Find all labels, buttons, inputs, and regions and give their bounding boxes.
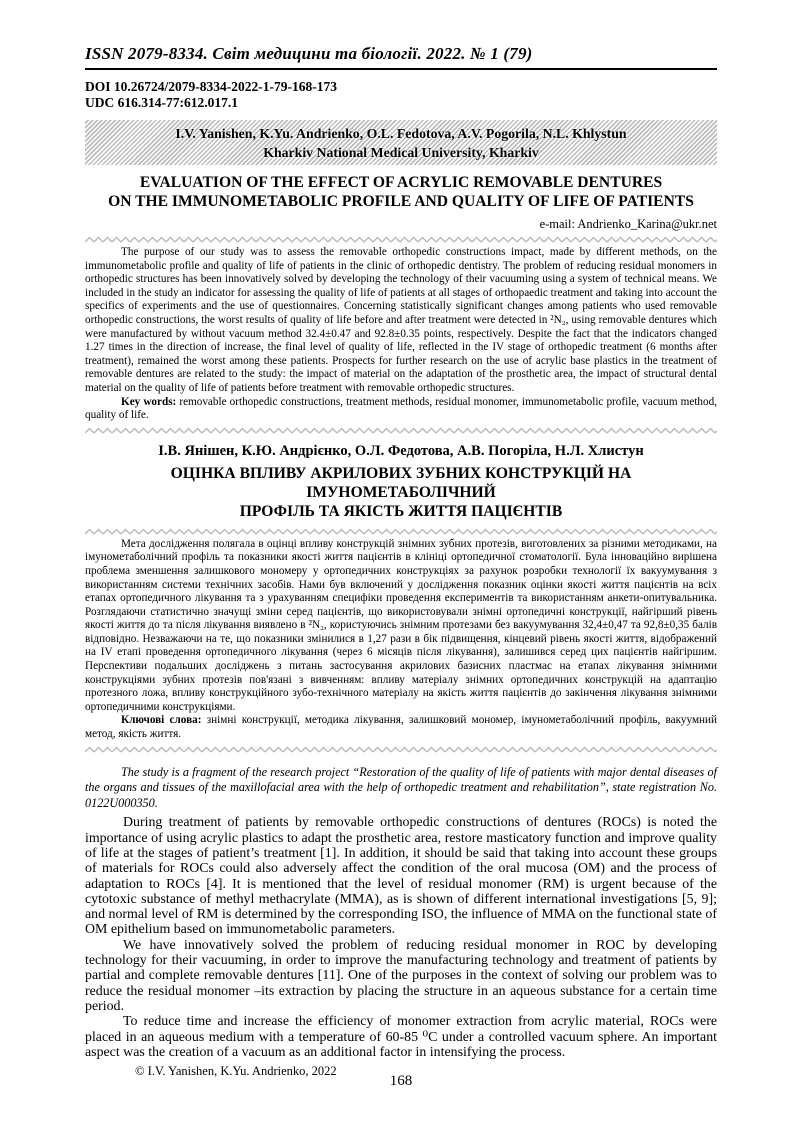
zigzag-divider xyxy=(85,427,717,435)
authors-uk: І.В. Янішен, К.Ю. Андрієнко, О.Л. Федотова, А.В. Погоріла, Н.Л. Хлистун xyxy=(158,442,644,459)
keywords-uk-text: знімні конструкції, методика лікування, залишковий мономер, імунометаболічний профіль, вакуумний метод, якість життя. xyxy=(85,714,717,741)
abstract-en-text: The purpose of our study was to assess the removable orthopedic constructions impact, made by different methods, on the immunometabolic profile and quality of life of patients in the clinic of orthopedic dentistry. The problem of reducing residual monomers in orthopedic structures has been innovatively solved by developing the technology of their vacuuming using a system of technical means. We included in the study an indicator for assessing the quality of life of patients at all stages of orthopaedic treatment and taking into account the specifics of experiments and the use of questionnaires. Concerning statistically significant changes among patients who used removable orthopedic constructions, the worst results of quality of life before and after treatment were detected in ²N₂, using removable dentures which were manufactured by without vacuum method 32.4±0.47 and 92.8±0.35 points, respectively. Despite the fact that the indicators changed 1.27 times in the direction of increase, the final level of quality of life, reflected in the IV stage of orthopedic treatment (6 months after treatment), remained the worst among these patients. Prospects for further research on the use of acrylic base plastics in the treatment of removable dentures are related to the study: the impact of material on the adaptation of the prosthetic area, the impact of structural dental material on the quality of life of patients before treatment with removable orthopedic structures. xyxy=(85,246,717,394)
abstract-en-block xyxy=(85,246,717,423)
article-title-uk xyxy=(85,464,717,521)
udc-text: UDC 616.314-77:612.017.1 xyxy=(85,95,238,110)
body-paragraph: During treatment of patients by removable orthopedic constructions of dentures (ROCs) is noted the importance of using acrylic plastics to adapt the prosthetic area, restore masticatory function and improve quality of life at the stages of patient’s treatment [1]. In addition, it should be said that taking into account these groups of materials for ROCs could also adversely affect the condition of the oral mucosa (OM) and the process of adaptation to ROCs [4]. It is mentioned that the level of residual monomer (RM) is urgent because of the cytotoxic substance of methyl methacrylate (MMA), as is shown of different international investigations [5, 9]; and normal level of RM is determined by the corresponding ISO, the influence of MMA on the functional state of OM epithelium based on immunometabolic parameters. xyxy=(85,815,717,938)
journal-header-issn: ISSN 2079-8334. Світ медицини та біології. 2022. № 1 (79) xyxy=(85,44,717,70)
zigzag-divider xyxy=(85,528,717,536)
keywords-uk xyxy=(85,714,717,741)
zigzag-divider xyxy=(85,746,717,754)
keywords-uk-label: Ключові слова: xyxy=(121,714,202,727)
page-footer xyxy=(85,1064,717,1098)
keywords-en-label: Key words: xyxy=(121,395,177,408)
article-title-uk-line2: ПРОФІЛЬ ТА ЯКІСТЬ ЖИТТЯ ПАЦІЄНТІВ xyxy=(239,502,563,520)
doi-text: DOI 10.26724/2079-8334-2022-1-79-168-173 xyxy=(85,79,337,94)
body-paragraph: To reduce time and increase the efficiency of monomer extraction from acrylic material, ROCs were placed in an aqueous medium with a temperature of 60-85 ⁰C under a controlled vacuum sphere. An important aspect was the creation of a vacuum as an additional factor in intensifying the process. xyxy=(85,1014,717,1060)
zigzag-divider xyxy=(85,236,717,244)
article-title-en xyxy=(85,173,717,211)
keywords-en-text: removable orthopedic constructions, treatment methods, residual monomer, immunometabolic profile, vacuum method, quality of life. xyxy=(85,395,718,422)
keywords-en xyxy=(85,396,717,423)
article-title-en-line2: ON THE IMMUNOMETABOLIC PROFILE AND QUALITY OF LIFE OF PATIENTS xyxy=(108,193,694,210)
copyright-line: © I.V. Yanishen, K.Yu. Andrienko, 2022 xyxy=(135,1064,337,1078)
abstract-uk-block xyxy=(85,538,717,742)
abstract-uk-text: Мета дослідження полягала в оцінці впливу конструкцій знімних зубних протезів, виготовлених за різними методиками, на імунометаболічний профіль та показники якості життя пацієнтів в клініці ортопедичної стоматології. Була інноваційно вирішена проблема зменшення залишкового мономеру у ортопедичних конструкціях за рахунок розробки технології їх вакуумування з використанням системи технічних засобів. Нами був включений у дослідження показник оцінки якості життя пацієнтів на всіх етапах ортопедичного лікування та з урахуванням специфіки проведення експериментів та використанням анкети-опитувальника. Розглядаючи статистично значущі зміни серед пацієнтів, що використовували знімні ортопедичні конструкції, найгірший рівень якості життя до та після лікування виявлено в ²N₂, користуючись знімним протезами без вакуумування 32,4±0,47 та 92,8±0,35 балів відповідно. Незважаючи на те, що показники змінилися в 1,27 рази в бік підвищення, кінцевий рівень якості життя, відображений на IV етапі проведення ортопедичного лікування (через 6 місяців після лікування), залишився серед цих пацієнтів найгіршим. Перспективи подальших досліджень з питань застосування акрилових базисних пластмас на етапах лікування знімними конструкціями зубних протезів пов'язані з вивченням: впливу матеріалу знімних ортопедичних конструкцій на адаптацію протезного ложа, впливу конструкційного зубо-технічного матеріалу на якість життя пацієнтів до закінчення лікування знімними ортопедичними конструкціями. xyxy=(85,537,717,713)
body-paragraph: We have innovatively solved the problem of reducing residual monomer in ROC by developing technology for their vacuuming, in order to improve the manufacturing technology and treatment of patients by partial and complete removable dentures [11]. One of the purposes in the context of solving our problem was to reduce the residual monomer –its extraction by placing the structure in an aqueous substance for a certain time period. xyxy=(85,937,717,1014)
affiliation-en: Kharkiv National Medical University, Kharkiv xyxy=(263,145,539,160)
email-line: e-mail: Andrienko_Karina@ukr.net xyxy=(539,217,717,231)
page-number: 168 xyxy=(389,1073,413,1089)
project-note-block xyxy=(85,765,717,812)
authors-hatched-box xyxy=(85,120,717,165)
doi-udc-block xyxy=(85,79,717,111)
article-title-en-line1: EVALUATION OF THE EFFECT OF ACRYLIC REMOVABLE DENTURES xyxy=(139,174,663,191)
article-body xyxy=(85,815,717,1060)
authors-en: I.V. Yanishen, K.Yu. Andrienko, O.L. Fedotova, A.V. Pogorila, N.L. Khlystun xyxy=(175,126,627,141)
article-title-uk-line1: ОЦІНКА ВПЛИВУ АКРИЛОВИХ ЗУБНИХ КОНСТРУКЦІЙ НА ІМУНОМЕТАБОЛІЧНИЙ xyxy=(170,464,632,501)
project-note-text: The study is a fragment of the research project “Restoration of the quality of life of patients with major dental diseases of the organs and tissues of the maxillofacial area with the help of orthopedic treatment and rehabilitation”, state registration No. 0122U000350. xyxy=(85,764,717,810)
